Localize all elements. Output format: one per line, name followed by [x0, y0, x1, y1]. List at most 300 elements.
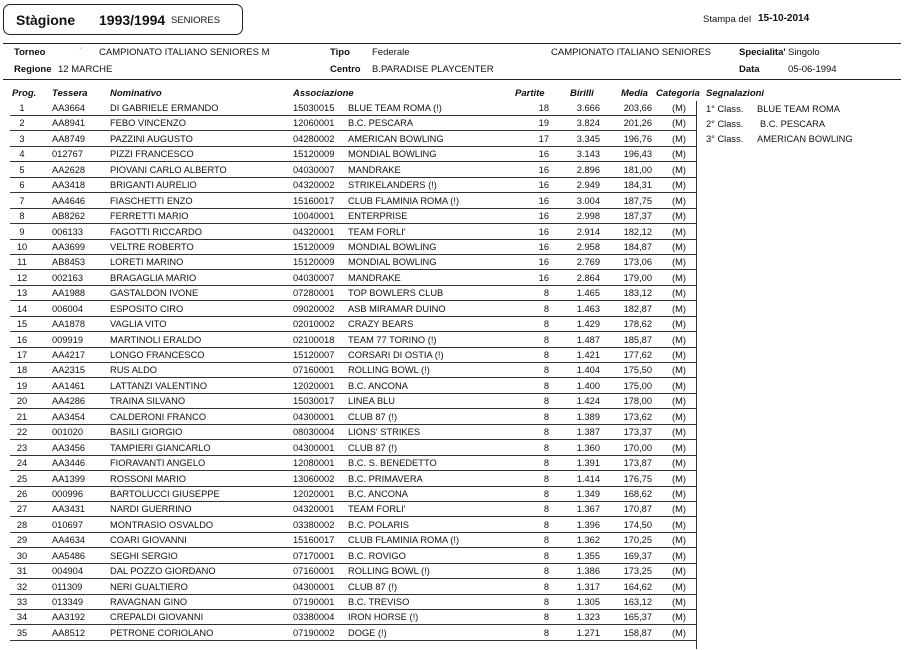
table-row	[0, 549, 909, 564]
row-categoria: (M)	[672, 319, 686, 330]
row-club-code: 04280002	[293, 133, 335, 144]
row-nominativo: FAGOTTI RICCARDO	[110, 226, 202, 237]
row-birilli: 1.396	[576, 519, 600, 530]
table-row	[0, 595, 909, 610]
row-tessera: AA4217	[52, 350, 86, 360]
row-associazione: MONDIAL BOWLING	[348, 257, 437, 268]
row-birilli: 1.360	[576, 442, 600, 453]
row-media: 196,76	[623, 133, 652, 144]
row-nominativo: FIASCHETTI ENZO	[110, 195, 193, 206]
row-prog: 25	[16, 473, 28, 484]
col-categoria: Categoria	[656, 88, 700, 99]
row-tessera: 013349	[52, 597, 84, 607]
season-year: 1993/1994	[99, 12, 166, 28]
row-associazione: MANDRAKE	[348, 164, 401, 175]
results-table	[0, 101, 909, 641]
row-partite: 8	[543, 411, 549, 422]
row-birilli: 1.465	[576, 288, 600, 299]
row-prog: 15	[16, 319, 28, 330]
segnalazione-team-1: BLUE TEAM ROMA	[757, 104, 841, 114]
row-club-code: 04320002	[293, 180, 335, 191]
row-club-code: 04320001	[293, 504, 335, 515]
row-nominativo: BARTOLUCCI GIUSEPPE	[110, 488, 220, 499]
table-row	[0, 194, 909, 209]
data-label: Data	[739, 64, 760, 75]
row-media: 173,62	[623, 411, 652, 422]
row-birilli: 3.666	[576, 103, 600, 113]
col-associazione: Associazione	[293, 88, 354, 99]
row-tessera: AA2628	[52, 164, 86, 175]
row-partite: 8	[543, 519, 549, 530]
row-associazione: LINEA BLU	[348, 396, 396, 407]
row-categoria: (M)	[672, 473, 686, 484]
row-tessera: 004904	[52, 566, 84, 577]
row-nominativo: FIORAVANTI ANGELO	[110, 458, 206, 469]
table-row	[0, 394, 909, 409]
row-nominativo: DI GABRIELE ERMANDO	[110, 103, 219, 113]
row-categoria: (M)	[672, 257, 686, 268]
row-associazione: CLUB FLAMINIA ROMA (!)	[348, 195, 460, 206]
row-prog: 3	[19, 133, 25, 144]
row-club-code: 15120009	[293, 241, 335, 252]
row-partite: 8	[543, 334, 549, 345]
row-nominativo: RAVAGNAN GINO	[110, 597, 188, 607]
row-birilli: 2.896	[576, 164, 600, 175]
row-partite: 16	[538, 226, 549, 237]
table-row	[0, 487, 909, 502]
row-associazione: IRON HORSE (!)	[348, 612, 419, 623]
row-associazione: B.C. PESCARA	[348, 118, 414, 129]
row-categoria: (M)	[672, 211, 686, 222]
row-nominativo: BRAGAGLIA MARIO	[110, 272, 197, 283]
row-prog: 35	[16, 627, 28, 638]
row-prog: 18	[16, 365, 28, 376]
row-media: 173,87	[623, 458, 652, 469]
row-tessera: AA1878	[52, 319, 86, 330]
row-media: 173,25	[623, 566, 652, 577]
row-tessera: AA3431	[52, 504, 86, 515]
row-tessera: AA5486	[52, 550, 86, 561]
row-club-code: 03380004	[293, 612, 335, 623]
row-partite: 8	[543, 535, 549, 546]
row-club-code: 07280001	[293, 288, 335, 299]
row-birilli: 1.317	[576, 581, 600, 592]
row-associazione: MANDRAKE	[348, 272, 401, 283]
header-rule-bottom	[3, 79, 901, 80]
row-partite: 8	[543, 458, 549, 469]
row-categoria: (M)	[672, 350, 686, 360]
row-media: 183,12	[623, 288, 652, 299]
col-media: Media	[621, 88, 648, 99]
table-row	[0, 518, 909, 533]
row-partite: 18	[538, 103, 549, 113]
tipo-value: Federale	[372, 47, 410, 58]
row-birilli: 1.367	[576, 504, 600, 515]
row-partite: 16	[538, 149, 549, 160]
tipo-label: Tipo	[330, 47, 350, 58]
row-club-code: 02100018	[293, 334, 335, 345]
row-media: 173,37	[623, 427, 652, 438]
row-categoria: (M)	[672, 488, 686, 499]
row-tessera: AA8941	[52, 118, 86, 129]
row-media: 178,00	[623, 396, 652, 407]
row-associazione: TEAM FORLI'	[348, 504, 406, 515]
row-partite: 8	[543, 442, 549, 453]
row-media: 185,87	[623, 334, 652, 345]
row-partite: 16	[538, 211, 549, 222]
row-categoria: (M)	[672, 118, 686, 129]
row-club-code: 09020002	[293, 303, 335, 314]
row-tessera: 010697	[52, 519, 84, 530]
row-club-code: 02010002	[293, 319, 335, 330]
row-tessera: AA8512	[52, 627, 86, 638]
data-value: 05-06-1994	[788, 64, 837, 75]
row-associazione: CLUB FLAMINIA ROMA (!)	[348, 535, 460, 546]
table-row	[0, 410, 909, 425]
row-categoria: (M)	[672, 226, 686, 237]
regione-value: 12 MARCHE	[58, 64, 113, 75]
row-divider	[10, 640, 696, 641]
row-prog: 9	[19, 226, 25, 237]
row-tessera: AB8262	[52, 211, 86, 222]
row-birilli: 1.487	[576, 334, 600, 345]
row-club-code: 07170001	[293, 550, 335, 561]
row-birilli: 2.958	[576, 241, 600, 252]
row-club-code: 04030007	[293, 164, 335, 175]
row-categoria: (M)	[672, 427, 686, 438]
row-nominativo: TRAINA SILVANO	[110, 396, 186, 407]
row-media: 184,87	[623, 241, 652, 252]
row-club-code: 15030017	[293, 396, 335, 407]
row-categoria: (M)	[672, 566, 686, 577]
row-associazione: MONDIAL BOWLING	[348, 241, 437, 252]
row-club-code: 12020001	[293, 488, 335, 499]
row-club-code: 07160001	[293, 365, 335, 376]
row-media: 176,75	[623, 473, 652, 484]
row-nominativo: FERRETTI MARIO	[110, 211, 189, 222]
row-nominativo: DAL POZZO GIORDANO	[110, 566, 216, 577]
row-birilli: 1.387	[576, 427, 600, 438]
row-birilli: 3.824	[576, 118, 600, 129]
table-row	[0, 178, 909, 193]
row-categoria: (M)	[672, 334, 686, 345]
row-categoria: (M)	[672, 365, 686, 376]
row-club-code: 07160001	[293, 566, 335, 577]
table-row	[0, 580, 909, 595]
row-birilli: 1.404	[576, 365, 600, 376]
row-associazione: B.C. ANCONA	[348, 380, 408, 391]
row-nominativo: ROSSONI MARIO	[110, 473, 186, 484]
row-partite: 8	[543, 612, 549, 623]
row-media: 187,37	[623, 211, 652, 222]
row-media: 203,66	[623, 103, 652, 113]
row-categoria: (M)	[672, 627, 686, 638]
row-birilli: 1.421	[576, 350, 600, 360]
row-associazione: BLUE TEAM ROMA (!)	[348, 103, 442, 113]
table-row	[0, 379, 909, 394]
row-prog: 29	[16, 535, 28, 546]
row-nominativo: NERI GUALTIERO	[110, 581, 188, 592]
season-label: Stàgione	[16, 12, 76, 28]
table-row	[0, 425, 909, 440]
row-partite: 8	[543, 427, 549, 438]
row-associazione: TOP BOWLERS CLUB	[348, 288, 444, 299]
row-partite: 8	[543, 581, 549, 592]
row-associazione: LIONS' STRIKES	[348, 427, 421, 438]
row-tessera: 002163	[52, 272, 84, 283]
row-tessera: AA3418	[52, 180, 86, 191]
row-associazione: B.C. POLARIS	[348, 519, 409, 530]
row-media: 201,26	[623, 118, 652, 129]
row-club-code: 15160017	[293, 535, 335, 546]
row-birilli: 2.949	[576, 180, 600, 191]
row-nominativo: SEGHI SERGIO	[110, 550, 178, 561]
row-prog: 31	[16, 566, 28, 577]
table-row	[0, 363, 909, 378]
centro-value: B.PARADISE PLAYCENTER	[372, 64, 494, 75]
table-row	[0, 225, 909, 240]
row-club-code: 04300001	[293, 411, 335, 422]
row-media: 163,12	[623, 597, 652, 607]
row-nominativo: BASILI GIORGIO	[110, 427, 183, 438]
row-tessera: 006133	[52, 226, 84, 237]
row-prog: 27	[16, 504, 28, 515]
row-media: 177,62	[623, 350, 652, 360]
centro-label: Centro	[330, 64, 361, 75]
row-nominativo: LORETI MARINO	[110, 257, 184, 268]
row-media: 175,50	[623, 365, 652, 376]
row-birilli: 1.349	[576, 488, 600, 499]
season-box	[3, 4, 243, 35]
row-birilli: 1.323	[576, 612, 600, 623]
col-partite: Partite	[515, 88, 545, 99]
row-associazione: B.C. S. BENEDETTO	[348, 458, 437, 469]
row-categoria: (M)	[672, 519, 686, 530]
row-birilli: 1.424	[576, 396, 600, 407]
row-club-code: 12080001	[293, 458, 335, 469]
row-partite: 8	[543, 380, 549, 391]
row-tessera: 011309	[52, 581, 83, 592]
row-categoria: (M)	[672, 133, 686, 144]
row-prog: 4	[19, 149, 25, 160]
row-nominativo: NARDI GUERRINO	[110, 504, 192, 515]
row-prog: 30	[16, 550, 28, 561]
row-media: 170,00	[623, 442, 652, 453]
row-nominativo: BRIGANTI AURELIO	[110, 180, 197, 191]
segnalazione-team-2: B.C. PESCARA	[760, 119, 826, 129]
row-associazione: CORSARI DI OSTIA (!)	[348, 350, 444, 360]
row-associazione: STRIKELANDERS (!)	[348, 180, 437, 191]
row-birilli: 2.769	[576, 257, 600, 268]
row-associazione: CLUB 87 (!)	[348, 442, 398, 453]
row-categoria: (M)	[672, 550, 686, 561]
table-row	[0, 610, 909, 625]
table-row	[0, 333, 909, 348]
row-prog: 8	[19, 211, 25, 222]
row-nominativo: MARTINOLI ERALDO	[110, 334, 202, 345]
row-prog: 34	[16, 612, 28, 623]
header-rule-top	[3, 43, 901, 44]
row-prog: 21	[16, 411, 28, 422]
row-birilli: 3.345	[576, 133, 600, 144]
row-associazione: ASB MIRAMAR DUINO	[348, 303, 446, 314]
row-tessera: 006004	[52, 303, 84, 314]
row-partite: 16	[538, 164, 549, 175]
row-tessera: AA4646	[52, 195, 86, 206]
row-birilli: 1.400	[576, 380, 600, 391]
row-club-code: 07190002	[293, 627, 335, 638]
row-partite: 8	[543, 504, 549, 515]
row-tessera: AA3664	[52, 103, 86, 113]
row-partite: 8	[543, 350, 549, 360]
row-nominativo: MONTRASIO OSVALDO	[110, 519, 214, 530]
row-prog: 19	[16, 380, 28, 391]
table-row	[0, 564, 909, 579]
row-partite: 8	[543, 365, 549, 376]
print-date: 15-10-2014	[758, 13, 810, 24]
row-nominativo: CREPALDI GIOVANNI	[110, 612, 204, 623]
row-tessera: AA3454	[52, 411, 86, 422]
row-prog: 10	[16, 241, 28, 252]
table-row	[0, 317, 909, 332]
row-partite: 8	[543, 288, 549, 299]
row-categoria: (M)	[672, 597, 686, 607]
row-tessera: AB8453	[52, 257, 86, 268]
row-tessera: 001020	[52, 427, 84, 438]
table-row	[0, 302, 909, 317]
row-tessera: AA3699	[52, 241, 86, 252]
table-row	[0, 456, 909, 471]
row-birilli: 3.004	[576, 195, 600, 206]
row-categoria: (M)	[672, 458, 686, 469]
row-club-code: 15030015	[293, 103, 335, 113]
row-birilli: 1.362	[576, 535, 600, 546]
specialita-label: Specialita'	[739, 47, 786, 58]
row-club-code: 12020001	[293, 380, 335, 391]
row-prog: 14	[16, 303, 28, 314]
row-media: 181,00	[623, 164, 652, 175]
row-birilli: 1.463	[576, 303, 600, 314]
row-categoria: (M)	[672, 380, 686, 391]
table-row	[0, 132, 909, 147]
col-birilli: Birilli	[570, 88, 594, 99]
row-club-code: 12060001	[293, 118, 335, 129]
row-nominativo: PIOVANI CARLO ALBERTO	[110, 164, 227, 175]
row-birilli: 1.386	[576, 566, 600, 577]
row-club-code: 04300001	[293, 581, 335, 592]
row-prog: 1	[19, 103, 25, 113]
row-media: 182,87	[623, 303, 652, 314]
row-nominativo: LATTANZI VALENTINO	[110, 380, 208, 391]
row-media: 175,00	[623, 380, 652, 391]
row-prog: 7	[19, 195, 25, 206]
table-row	[0, 255, 909, 270]
table-row	[0, 286, 909, 301]
row-partite: 16	[538, 180, 549, 191]
row-partite: 16	[538, 257, 549, 268]
row-club-code: 15160017	[293, 195, 335, 206]
row-tessera: AA2315	[52, 365, 86, 376]
row-categoria: (M)	[672, 442, 686, 453]
row-partite: 16	[538, 241, 549, 252]
row-partite: 8	[543, 597, 549, 607]
row-partite: 8	[543, 488, 549, 499]
row-partite: 8	[543, 550, 549, 561]
row-media: 196,43	[623, 149, 652, 160]
row-birilli: 1.389	[576, 411, 600, 422]
row-tessera: 009919	[52, 334, 84, 345]
row-birilli: 1.429	[576, 319, 600, 330]
row-nominativo: PIZZI FRANCESCO	[110, 149, 194, 160]
row-club-code: 04030007	[293, 272, 335, 283]
table-row	[0, 163, 909, 178]
row-prog: 2	[19, 118, 25, 129]
row-tessera: AA1461	[52, 380, 86, 391]
row-nominativo: PETRONE CORIOLANO	[110, 627, 214, 638]
row-partite: 8	[543, 319, 549, 330]
row-associazione: CLUB 87 (!)	[348, 581, 398, 592]
row-media: 158,87	[623, 627, 652, 638]
row-birilli: 2.864	[576, 272, 600, 283]
table-row	[0, 626, 909, 641]
row-nominativo: LONGO FRANCESCO	[110, 350, 205, 360]
row-prog: 26	[16, 488, 28, 499]
row-associazione: B.C. PRIMAVERA	[348, 473, 423, 484]
row-associazione: CLUB 87 (!)	[348, 411, 398, 422]
col-segnalazioni: Segnalazioni	[706, 88, 765, 99]
row-tessera: AA8749	[52, 133, 86, 144]
segnalazione-place-3: 3° Class.	[706, 134, 744, 144]
row-associazione: ROLLING BOWL (!)	[348, 365, 430, 376]
row-media: 169,37	[623, 550, 652, 561]
row-tessera: 012767	[52, 149, 84, 160]
row-prog: 32	[16, 581, 28, 592]
specialita-value: Singolo	[788, 47, 820, 58]
row-nominativo: GASTALDON IVONE	[110, 288, 199, 299]
row-tessera: AA1399	[52, 473, 86, 484]
row-categoria: (M)	[672, 164, 686, 175]
row-club-code: 07190001	[293, 597, 335, 607]
table-row	[0, 209, 909, 224]
row-partite: 8	[543, 473, 549, 484]
row-media: 178,62	[623, 319, 652, 330]
row-media: 182,12	[623, 226, 652, 237]
row-club-code: 03380002	[293, 519, 335, 530]
table-row	[0, 240, 909, 255]
row-nominativo: FEBO VINCENZO	[110, 118, 186, 129]
row-prog: 28	[16, 519, 28, 530]
row-associazione: MONDIAL BOWLING	[348, 149, 437, 160]
row-birilli: 1.391	[576, 458, 600, 469]
row-club-code: 08030004	[293, 427, 335, 438]
print-label: Stampa del	[703, 14, 752, 25]
row-associazione: CRAZY BEARS	[348, 319, 414, 330]
row-prog: 33	[16, 597, 28, 607]
row-media: 164,62	[623, 581, 652, 592]
row-media: 187,75	[623, 195, 652, 206]
row-partite: 16	[538, 195, 549, 206]
row-club-code: 15120009	[293, 149, 335, 160]
row-club-code: 15120009	[293, 257, 335, 268]
row-associazione: B.C. ROVIGO	[348, 550, 406, 561]
col-nominativo: Nominativo	[110, 88, 162, 99]
row-categoria: (M)	[672, 103, 686, 113]
row-partite: 8	[543, 396, 549, 407]
row-birilli: 1.271	[576, 627, 600, 638]
row-tessera: AA3446	[52, 458, 86, 469]
row-categoria: (M)	[672, 241, 686, 252]
row-partite: 8	[543, 566, 549, 577]
